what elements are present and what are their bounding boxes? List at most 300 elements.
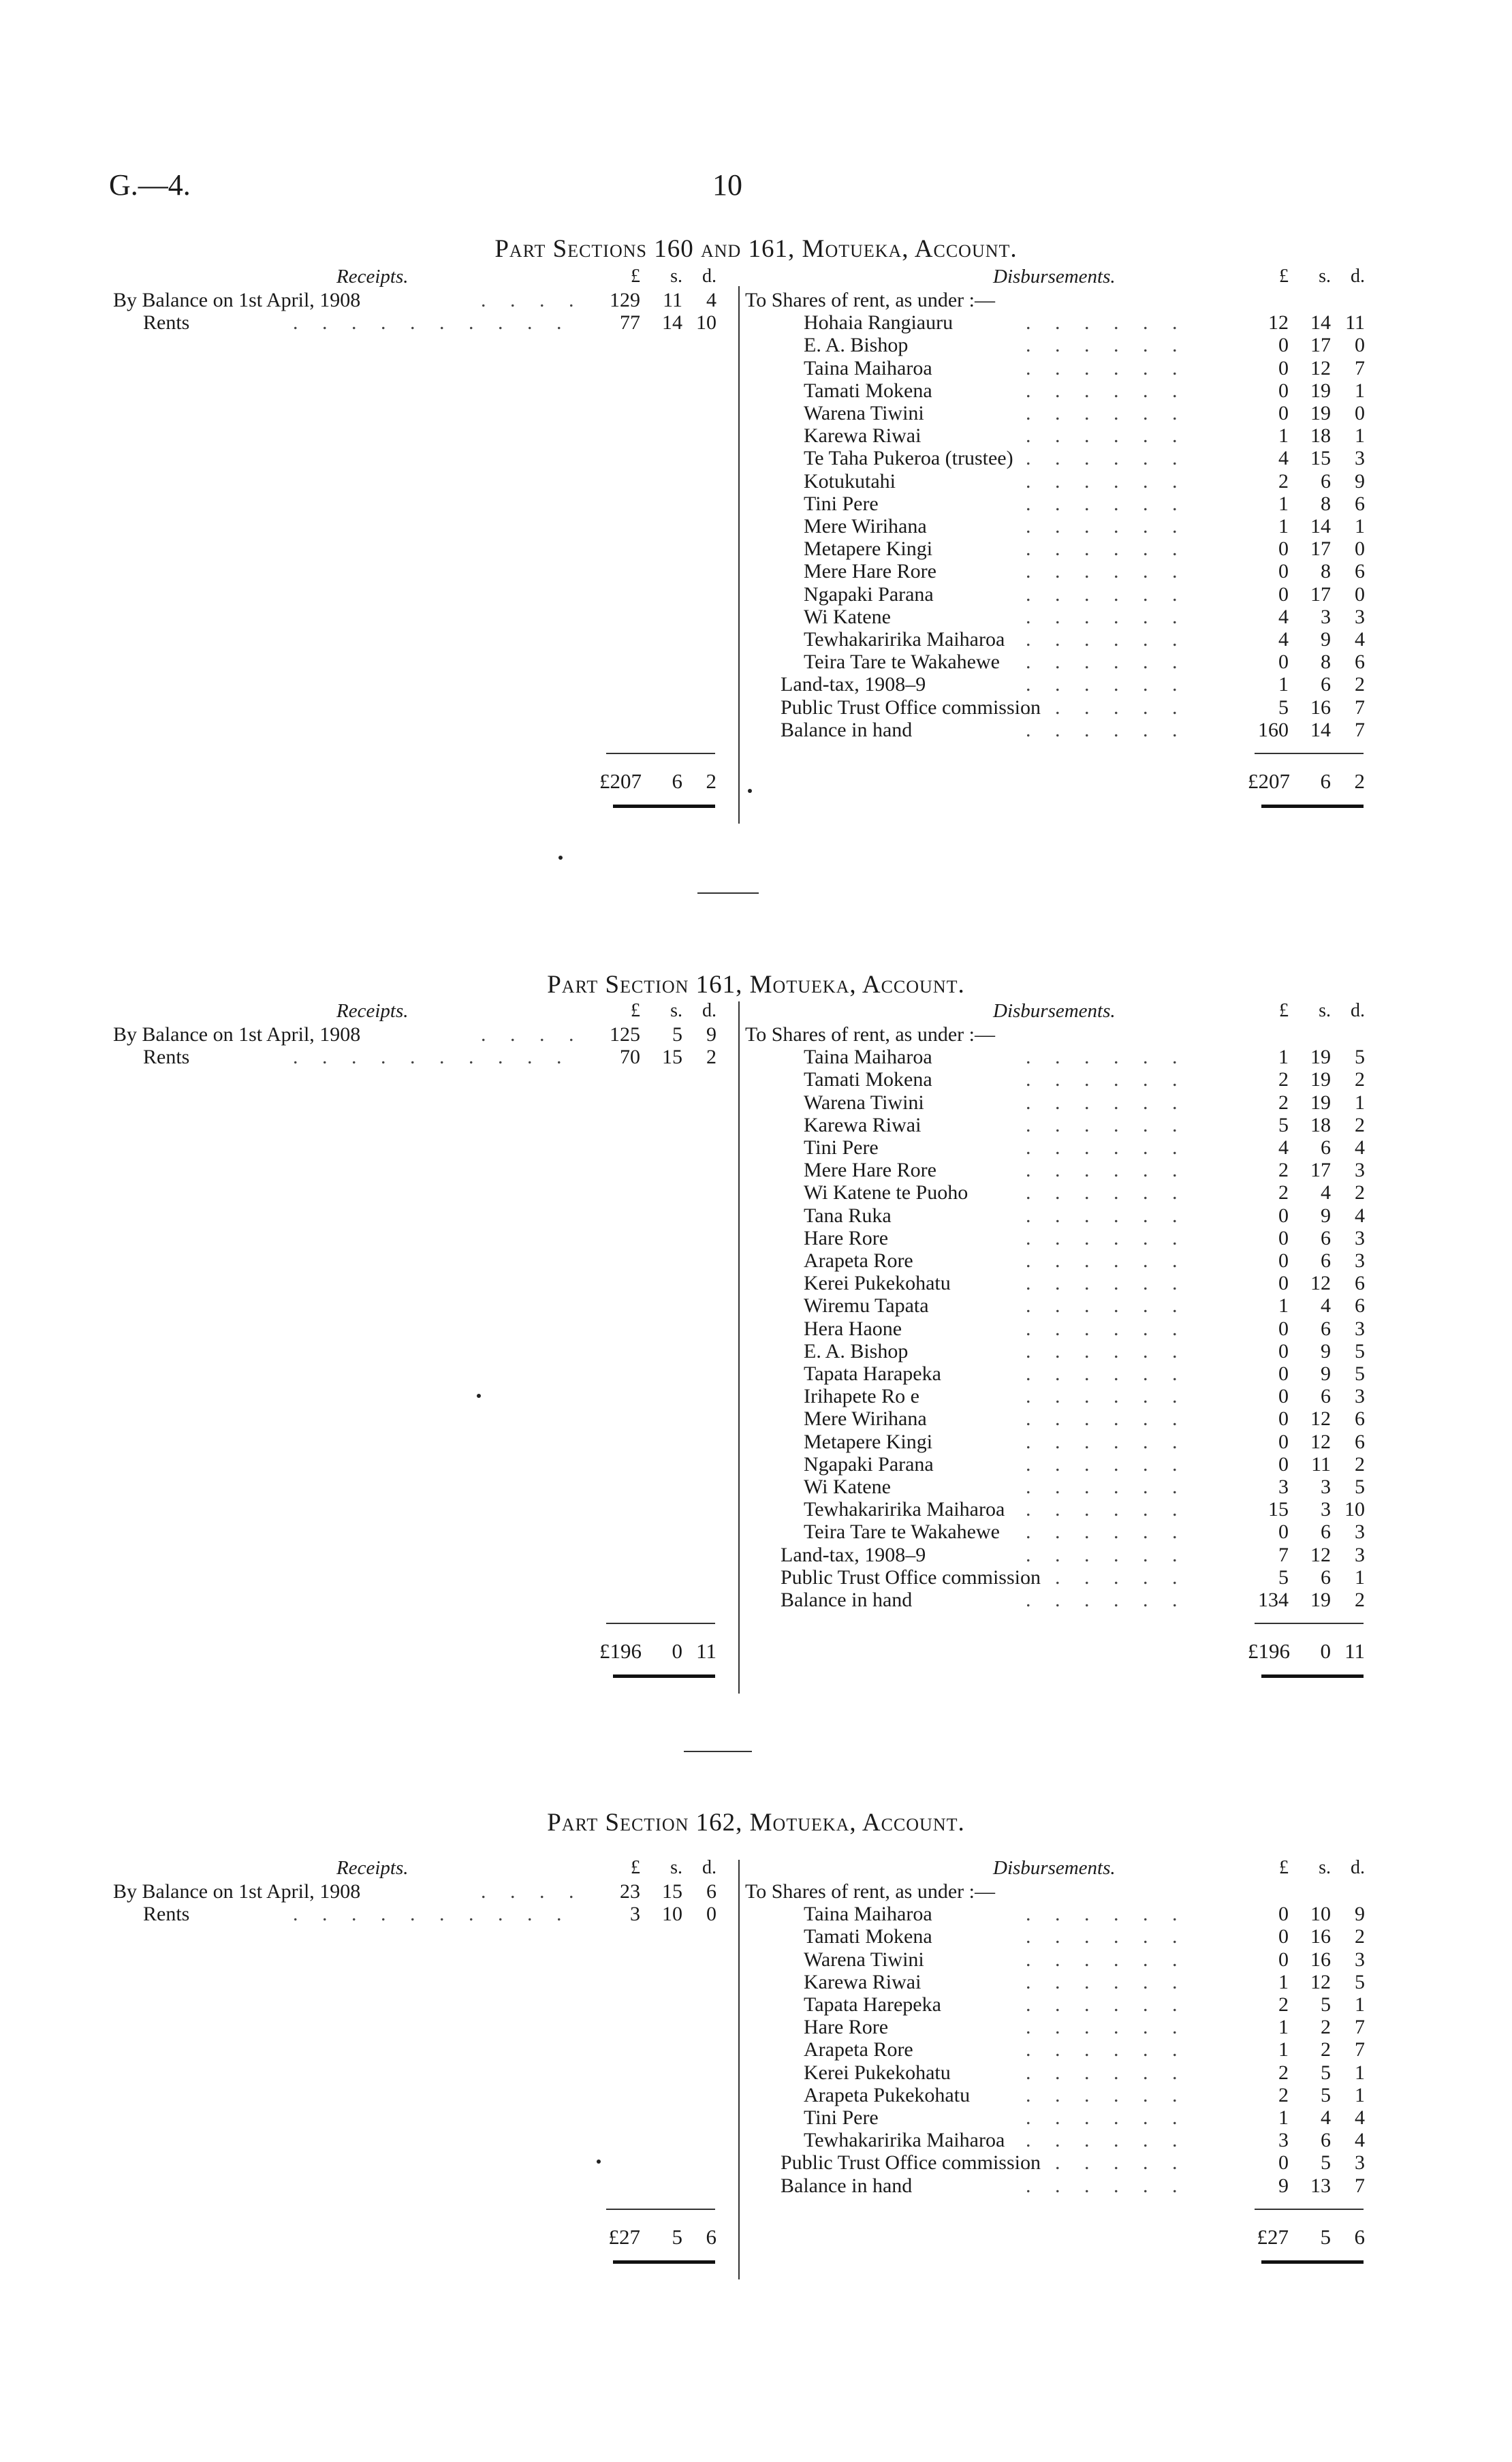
disbursement-amount	[1248, 1993, 1365, 2016]
disbursement-amount	[1248, 1136, 1365, 1159]
amount-pence: 0	[1355, 402, 1365, 424]
total-pounds: £207	[599, 768, 642, 793]
disbursements-label: Disbursements.	[993, 266, 1116, 287]
amount-pence: 2	[1355, 1113, 1365, 1136]
leader-dots: . . . .	[481, 1880, 584, 1903]
amount-pounds: 1	[1278, 1970, 1289, 1993]
amount-pence: 11	[1345, 311, 1365, 334]
amount-shillings: 5	[1321, 2061, 1331, 2084]
amount-shillings: 9	[1321, 1362, 1331, 1385]
amount-pence: 3	[1355, 1948, 1365, 1971]
total-pence: 2	[706, 768, 716, 793]
disbursement-label: Balance in hand	[781, 718, 913, 741]
amount-shillings: 18	[1310, 1113, 1331, 1136]
amount-shillings: 6	[1321, 1317, 1331, 1340]
disbursement-amount	[1248, 1227, 1365, 1250]
amount-pence: 1	[1355, 379, 1365, 402]
amount-pence: 4	[1355, 2106, 1365, 2129]
leader-dots: . . . . . .	[1026, 1970, 1187, 1993]
leader-dots: . . . . . .	[1026, 1249, 1187, 1272]
disbursement-row	[804, 1046, 1267, 1068]
amount-shillings: 12	[1310, 1407, 1331, 1431]
leader-dots: . . . . . .	[1026, 1993, 1187, 2016]
disbursement-label: Metapere Kingi	[804, 537, 933, 561]
print-speck	[748, 789, 752, 793]
amount-shillings: 19	[1310, 379, 1331, 402]
disbursement-amount	[1248, 1294, 1365, 1318]
leader-dots: . . . . . .	[1026, 1407, 1187, 1431]
disbursement-amount	[1248, 1589, 1365, 1612]
leader-dots: . . . . . .	[1026, 560, 1187, 583]
amount-pence: 2	[1355, 673, 1365, 696]
disbursement-label: Tapata Harapeka	[804, 1362, 941, 1385]
amount-shillings: 9	[1321, 628, 1331, 651]
disbursement-row	[804, 1136, 1267, 1159]
disbursement-row	[781, 2175, 1244, 2197]
leader-dots: . . . . . .	[1026, 1589, 1187, 1611]
disbursement-amount	[1248, 1498, 1365, 1521]
column-s: s.	[670, 1857, 682, 1878]
amount-shillings: 6	[1321, 1565, 1331, 1589]
amount-pence: 5	[1355, 1046, 1365, 1069]
disbursement-amount	[1248, 1091, 1365, 1115]
disbursement-amount	[1248, 1272, 1365, 1295]
disbursement-amount	[1248, 447, 1365, 470]
disbursement-label: Land-tax, 1908–9	[781, 1543, 926, 1566]
disbursements-column-header	[1248, 1000, 1365, 1022]
amount-shillings: 16	[1310, 1948, 1331, 1971]
amount-shillings: 3	[1321, 1498, 1331, 1521]
disbursements-label: Disbursements.	[993, 1000, 1116, 1022]
disbursement-label: Mere Wirihana	[804, 515, 927, 537]
amount-pounds: 0	[1278, 1903, 1289, 1926]
column-d: d.	[1351, 266, 1365, 287]
disbursement-row	[804, 515, 1267, 537]
disbursement-label: Kerei Pukekohatu	[804, 2061, 951, 2084]
amount-shillings: 5	[1321, 2151, 1331, 2175]
amount-pounds: 0	[1278, 1339, 1289, 1362]
leader-dots: . . . . . .	[1026, 2083, 1187, 2106]
disbursements-sum-rule	[1255, 2209, 1364, 2210]
amount-shillings: 14	[1310, 311, 1331, 334]
disbursement-label: Tamati Mokena	[804, 379, 932, 402]
disbursement-amount	[1248, 673, 1365, 696]
amount-shillings: 17	[1310, 1159, 1331, 1182]
amount-pence: 4	[1355, 628, 1365, 651]
amount-pence: 9	[1355, 1903, 1365, 1926]
disbursements-total	[1248, 2225, 1365, 2249]
amount-pence: 6	[1355, 1272, 1365, 1295]
amount-shillings: 14	[662, 311, 682, 334]
disbursement-row	[804, 1068, 1267, 1091]
disbursement-row	[804, 628, 1267, 651]
disbursement-amount	[1248, 1903, 1365, 1926]
document-code: G.—4.	[109, 168, 191, 202]
disbursement-amount	[1248, 1204, 1365, 1228]
disbursement-amount	[1248, 560, 1365, 583]
section-title: Part Section 162, Motueka, Account.	[547, 1809, 965, 1837]
amount-shillings: 14	[1310, 718, 1331, 741]
amount-pounds: 3	[630, 1903, 640, 1926]
amount-pence: 6	[1355, 1430, 1365, 1453]
disbursement-row	[804, 357, 1267, 379]
amount-pence: 1	[1355, 424, 1365, 448]
amount-pence: 3	[1355, 2151, 1365, 2175]
amount-pence: 7	[1355, 718, 1365, 741]
disbursement-label: Public Trust Office commission	[781, 1565, 1041, 1589]
receipts-column-header	[599, 1000, 716, 1022]
disbursement-row	[804, 1159, 1267, 1181]
disbursement-label: Taina Maiharoa	[804, 1046, 932, 1069]
amount-pence: 2	[1355, 1589, 1365, 1611]
disbursement-label: Karewa Riwai	[804, 1113, 922, 1136]
disbursement-label: Wiremu Tapata	[804, 1294, 929, 1318]
section-title: Part Sections 160 and 161, Motueka, Account.	[494, 235, 1018, 263]
receipt-amount	[599, 1880, 716, 1903]
disbursement-row	[804, 1476, 1267, 1498]
disbursement-label: Land-tax, 1908–9	[781, 673, 926, 696]
disbursement-amount	[1248, 1476, 1365, 1499]
disbursement-row	[804, 1114, 1267, 1136]
disbursement-label: Balance in hand	[781, 2174, 913, 2197]
amount-shillings: 19	[1310, 402, 1331, 424]
leader-dots: . . . . . .	[1026, 1226, 1187, 1249]
amount-pounds: 134	[1258, 1589, 1289, 1611]
disbursement-label: Hare Rore	[804, 2016, 889, 2039]
column-divider	[738, 1001, 740, 1694]
receipts-total-underline	[613, 1674, 715, 1678]
disbursement-row	[804, 1340, 1267, 1362]
amount-pounds: 125	[610, 1023, 640, 1046]
amount-shillings: 12	[1310, 1970, 1331, 1993]
disbursement-row	[804, 1227, 1267, 1249]
disbursement-amount	[1248, 1566, 1365, 1589]
leader-dots: . . . . . .	[1026, 1498, 1187, 1521]
disbursement-amount	[1248, 2106, 1365, 2130]
amount-pence: 5	[1355, 1362, 1365, 1385]
disbursement-amount	[1248, 719, 1365, 742]
disbursement-label: Mere Hare Rore	[804, 1159, 936, 1182]
amount-pence: 1	[1355, 1091, 1365, 1114]
leader-dots: . . . . . .	[1026, 2016, 1187, 2039]
total-shillings: 0	[1320, 1639, 1331, 1663]
leader-dots: . . . . . . . . . .	[293, 1903, 571, 1926]
amount-pounds: 23	[620, 1880, 640, 1903]
amount-pence: 5	[1355, 1476, 1365, 1498]
receipt-row	[143, 1046, 620, 1068]
amount-pounds: 0	[1278, 582, 1289, 606]
disbursement-row	[804, 537, 1267, 560]
disbursements-sum-rule	[1255, 753, 1364, 754]
amount-pounds: 0	[1278, 651, 1289, 674]
section-separator	[697, 892, 759, 894]
column-s: s.	[1319, 1857, 1331, 1878]
leader-dots: . . . . . .	[1026, 469, 1187, 493]
disbursement-label: Ngapaki Parana	[804, 582, 934, 606]
disbursement-row	[804, 1385, 1267, 1407]
disbursement-label: Tewhakaririka Maiharoa	[804, 1498, 1005, 1521]
leader-dots: . . . . . .	[1026, 2038, 1187, 2061]
amount-shillings: 13	[1310, 2174, 1331, 2197]
disbursement-amount	[1248, 515, 1365, 538]
disbursement-row	[804, 1453, 1267, 1476]
amount-shillings: 17	[1310, 537, 1331, 561]
disbursement-row	[804, 1971, 1267, 1993]
amount-shillings: 9	[1321, 1204, 1331, 1227]
leader-dots: . . . . . .	[1026, 605, 1187, 628]
disbursement-label: Tamati Mokena	[804, 1925, 932, 1948]
amount-pence: 6	[1355, 492, 1365, 515]
leader-dots: . . . . . .	[1026, 1452, 1187, 1476]
disbursement-amount	[1248, 2016, 1365, 2039]
leader-dots: . . . . . .	[1026, 1136, 1187, 1159]
leader-dots: . . . . . .	[1026, 1317, 1187, 1340]
amount-pounds: 1	[1278, 2106, 1289, 2129]
total-pounds: £196	[1248, 1639, 1290, 1663]
amount-shillings: 19	[1310, 1091, 1331, 1114]
amount-pounds: 0	[1278, 1385, 1289, 1408]
disbursement-label: Tewhakaririka Maiharoa	[804, 2129, 1005, 2152]
amount-pence: 3	[1355, 1317, 1365, 1340]
receipts-sum-rule	[606, 753, 715, 754]
disbursement-label: Warena Tiwini	[804, 402, 924, 424]
disbursement-label: Kotukutahi	[804, 469, 896, 493]
leader-dots: . . . . . .	[1026, 447, 1187, 470]
amount-pence: 7	[1355, 2174, 1365, 2197]
disbursement-label: Tini Pere	[804, 1136, 879, 1159]
leader-dots: . . . . . .	[1026, 651, 1187, 674]
amount-pounds: 1	[1278, 492, 1289, 515]
leader-dots: . . . . . .	[1026, 628, 1187, 651]
disbursements-column-header	[1248, 1857, 1365, 1879]
disbursement-amount	[1248, 1249, 1365, 1273]
amount-shillings: 6	[1321, 469, 1331, 493]
section-separator	[684, 1751, 752, 1752]
disbursement-amount	[1248, 2151, 1365, 2175]
disbursement-row	[804, 1272, 1267, 1294]
receipts-total	[599, 769, 716, 794]
amount-shillings: 6	[1321, 2129, 1331, 2152]
total-shillings: 5	[672, 2224, 682, 2249]
disbursement-row	[804, 1091, 1267, 1114]
amount-pence: 6	[1355, 1407, 1365, 1431]
column-divider	[738, 286, 740, 824]
amount-pounds: 1	[1278, 515, 1289, 537]
amount-shillings: 6	[1321, 1521, 1331, 1544]
receipt-row	[143, 311, 620, 334]
disbursement-row	[804, 424, 1267, 447]
amount-shillings: 5	[1321, 1993, 1331, 2016]
disbursement-amount	[1248, 1521, 1365, 1544]
leader-dots: . . . . . .	[1026, 379, 1187, 402]
leader-dots: . . . . . .	[1026, 402, 1187, 424]
leader-dots: . . . . . .	[1026, 1430, 1187, 1453]
disbursement-label: Teira Tare te Wakahewe	[804, 1521, 1000, 1544]
disbursement-amount	[1248, 1068, 1365, 1091]
disbursement-label: Tamati Mokena	[804, 1068, 932, 1091]
leader-dots: . . . . . .	[1026, 1476, 1187, 1498]
column-l: £	[631, 1857, 640, 1878]
disbursement-label: Tini Pere	[804, 492, 879, 515]
disbursement-amount	[1248, 1181, 1365, 1204]
receipts-sum-rule	[606, 1623, 715, 1624]
disbursement-amount	[1248, 2175, 1365, 2198]
leader-dots: . . . . . .	[1026, 424, 1187, 448]
disbursement-label: Kerei Pukekohatu	[804, 1272, 951, 1295]
amount-pounds: 0	[1278, 1948, 1289, 1971]
amount-pounds: 1	[1278, 2038, 1289, 2061]
amount-pounds: 0	[1278, 1204, 1289, 1227]
amount-pence: 7	[1355, 2038, 1365, 2061]
disbursement-row	[804, 1948, 1267, 1971]
disbursement-amount	[1248, 357, 1365, 380]
column-l: £	[1279, 266, 1289, 287]
amount-shillings: 12	[1310, 1543, 1331, 1566]
amount-pounds: 77	[620, 311, 640, 334]
amount-pence: 3	[1355, 1385, 1365, 1408]
amount-pounds: 0	[1278, 1452, 1289, 1476]
page-number: 10	[712, 168, 742, 202]
disbursement-amount	[1248, 1925, 1365, 1948]
disbursement-amount	[1248, 583, 1365, 606]
amount-pounds: 0	[1278, 1317, 1289, 1340]
amount-pence: 9	[1355, 469, 1365, 493]
amount-pence: 3	[1355, 447, 1365, 470]
amount-shillings: 16	[1310, 1925, 1331, 1948]
amount-shillings: 4	[1321, 1181, 1331, 1204]
receipts-label: Receipts.	[336, 1000, 409, 1022]
disbursement-amount	[1248, 2084, 1365, 2107]
disbursement-row	[781, 719, 1244, 741]
leader-dots: . . . . . .	[1026, 1294, 1187, 1318]
amount-pounds: 2	[1278, 1159, 1289, 1182]
amount-pounds: 5	[1278, 696, 1289, 719]
disbursement-label: Tana Ruka	[804, 1204, 892, 1227]
amount-pounds: 2	[1278, 1993, 1289, 2016]
disbursement-heading: To Shares of rent, as under :—	[745, 1023, 995, 1046]
leader-dots: . . . . . .	[1026, 1339, 1187, 1362]
total-shillings: 0	[672, 1639, 682, 1663]
amount-shillings: 15	[1310, 447, 1331, 470]
disbursement-label: Metapere Kingi	[804, 1430, 933, 1453]
amount-pounds: 0	[1278, 1521, 1289, 1544]
disbursement-label: Wi Katene te Puoho	[804, 1181, 968, 1204]
disbursement-label: Tini Pere	[804, 2106, 879, 2129]
disbursement-row	[781, 1544, 1244, 1566]
amount-pence: 4	[706, 289, 716, 311]
disbursement-row	[804, 2016, 1267, 2038]
section-title: Part Section 161, Motueka, Account.	[547, 971, 965, 999]
disbursement-amount	[1248, 2061, 1365, 2085]
total-pence: 11	[696, 1639, 716, 1663]
amount-pounds: 9	[1278, 2174, 1289, 2197]
leader-dots: . . . . . .	[1026, 673, 1187, 696]
disbursement-row	[804, 1993, 1267, 2016]
amount-pounds: 0	[1278, 1925, 1289, 1948]
amount-pounds: 2	[1278, 1181, 1289, 1204]
amount-shillings: 10	[1310, 1903, 1331, 1926]
print-speck	[597, 2160, 601, 2164]
disbursement-row	[804, 1521, 1267, 1543]
amount-pence: 5	[1355, 1339, 1365, 1362]
disbursement-amount	[1248, 1340, 1365, 1363]
disbursement-row	[804, 2038, 1267, 2061]
total-pounds: £196	[599, 1639, 642, 1663]
leader-dots: . . . . . .	[1026, 356, 1187, 379]
amount-shillings: 14	[1310, 515, 1331, 537]
print-speck	[477, 1394, 481, 1398]
amount-pounds: 0	[1278, 537, 1289, 561]
amount-pounds: 1	[1278, 1046, 1289, 1069]
amount-pence: 7	[1355, 356, 1365, 379]
amount-shillings: 18	[1310, 424, 1331, 448]
disbursement-label: Hohaia Rangiauru	[804, 311, 954, 334]
amount-shillings: 15	[662, 1880, 682, 1903]
disbursement-label: Arapeta Rore	[804, 2038, 913, 2061]
amount-pounds: 4	[1278, 447, 1289, 470]
disbursement-row	[781, 673, 1244, 696]
leader-dots: . . . . . .	[1026, 2151, 1187, 2175]
column-l: £	[1279, 1857, 1289, 1878]
leader-dots: . . . . . .	[1026, 2061, 1187, 2084]
disbursement-row	[804, 1925, 1267, 1948]
leader-dots: . . . . . .	[1026, 1046, 1187, 1069]
disbursement-row	[804, 2084, 1267, 2106]
disbursements-total-underline	[1261, 805, 1364, 808]
disbursement-amount	[1248, 1362, 1365, 1386]
amount-pounds: 0	[1278, 1226, 1289, 1249]
amount-pounds: 0	[1278, 2151, 1289, 2175]
disbursement-row	[804, 379, 1267, 402]
receipts-total-underline	[613, 805, 715, 808]
disbursement-row	[804, 1318, 1267, 1340]
amount-pounds: 1	[1278, 2016, 1289, 2039]
total-pence: 2	[1354, 768, 1365, 793]
disbursement-label: Te Taha Pukeroa (trustee)	[804, 447, 1013, 470]
receipts-column-header	[599, 266, 716, 287]
column-d: d.	[702, 1000, 716, 1021]
disbursement-row	[804, 470, 1267, 493]
disbursement-amount	[1248, 651, 1365, 674]
amount-shillings: 3	[1321, 1476, 1331, 1498]
amount-pence: 2	[1355, 1181, 1365, 1204]
amount-pounds: 0	[1278, 356, 1289, 379]
amount-pounds: 4	[1278, 628, 1289, 651]
disbursement-amount	[1248, 470, 1365, 493]
amount-pence: 0	[1355, 537, 1365, 561]
receipt-label: By Balance on 1st April, 1908	[113, 1880, 361, 1903]
amount-pounds: 1	[1278, 1294, 1289, 1318]
amount-pence: 10	[1344, 1498, 1365, 1521]
disbursement-label: Warena Tiwini	[804, 1091, 924, 1114]
disbursement-row	[804, 493, 1267, 515]
column-s: s.	[670, 266, 682, 287]
leader-dots: . . . . . .	[1026, 1948, 1187, 1971]
amount-pence: 9	[706, 1023, 716, 1046]
disbursement-label: Hera Haone	[804, 1317, 902, 1340]
disbursement-row	[804, 1362, 1267, 1385]
disbursement-row	[781, 1589, 1244, 1611]
column-s: s.	[670, 1000, 682, 1021]
amount-pounds: 0	[1278, 1249, 1289, 1272]
total-pence: 6	[1354, 2224, 1365, 2249]
amount-shillings: 2	[1321, 2038, 1331, 2061]
amount-pounds: 4	[1278, 605, 1289, 628]
leader-dots: . . . . . .	[1026, 1181, 1187, 1204]
leader-dots: . . . . . .	[1026, 515, 1187, 537]
disbursements-total	[1248, 1639, 1365, 1664]
amount-pence: 0	[1355, 582, 1365, 606]
